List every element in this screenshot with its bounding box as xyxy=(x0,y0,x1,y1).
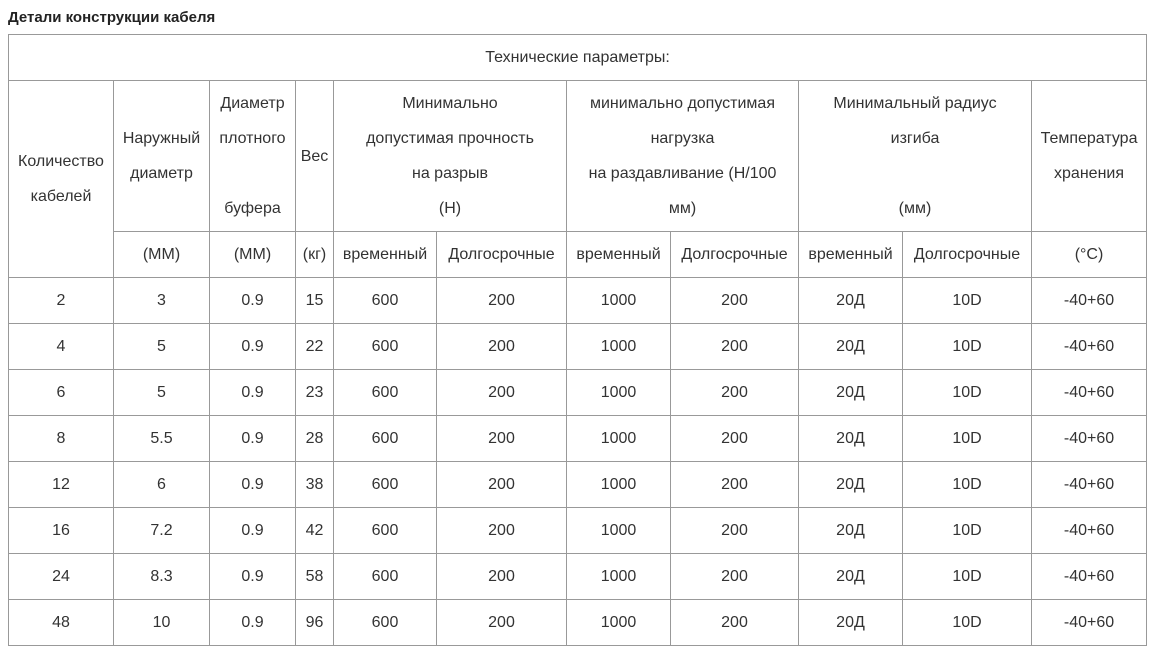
table-row xyxy=(9,462,1147,508)
cell-temperature: -40+60 xyxy=(1032,370,1147,416)
cell-count: 12 xyxy=(9,462,114,508)
cell-tensile-short: 600 xyxy=(334,600,437,646)
unit-crush-short: временный xyxy=(567,232,671,278)
cell-outer-diameter: 6 xyxy=(114,462,210,508)
cell-bend-short: 20Д xyxy=(799,416,903,462)
cell-weight: 42 xyxy=(296,508,334,554)
cell-tensile-long: 200 xyxy=(437,324,567,370)
cell-buffer-diameter: 0.9 xyxy=(210,508,296,554)
cell-outer-diameter: 5 xyxy=(114,370,210,416)
header-line: Вес xyxy=(300,147,329,165)
header-line: на разрыв xyxy=(411,165,489,182)
unit-bend-short: временный xyxy=(799,232,903,278)
cell-bend-short: 20Д xyxy=(799,278,903,324)
cell-bend-short: 20Д xyxy=(799,508,903,554)
header-line: плотного xyxy=(219,130,286,147)
header-line: Наружный xyxy=(122,130,201,147)
cell-crush-short: 1000 xyxy=(567,508,671,554)
header-bend xyxy=(799,81,1032,232)
page-title: Детали конструкции кабеля xyxy=(8,9,216,26)
cell-bend-short: 20Д xyxy=(799,370,903,416)
cell-buffer-diameter: 0.9 xyxy=(210,324,296,370)
cell-buffer-diameter: 0.9 xyxy=(210,462,296,508)
cell-bend-long: 10D xyxy=(903,278,1032,324)
cell-bend-long: 10D xyxy=(903,600,1032,646)
cell-tensile-long: 200 xyxy=(437,554,567,600)
cell-tensile-short: 600 xyxy=(334,324,437,370)
cell-count: 4 xyxy=(9,324,114,370)
cell-tensile-short: 600 xyxy=(334,278,437,324)
cell-bend-short: 20Д xyxy=(799,324,903,370)
unit-temperature: (°C) xyxy=(1032,232,1147,278)
cell-crush-short: 1000 xyxy=(567,370,671,416)
cell-temperature: -40+60 xyxy=(1032,416,1147,462)
cell-weight: 38 xyxy=(296,462,334,508)
cell-bend-short: 20Д xyxy=(799,600,903,646)
cell-outer-diameter: 3 xyxy=(114,278,210,324)
cell-weight: 15 xyxy=(296,278,334,324)
header-count xyxy=(9,81,114,278)
cell-count: 8 xyxy=(9,416,114,462)
cell-crush-long: 200 xyxy=(671,600,799,646)
cell-bend-short: 20Д xyxy=(799,462,903,508)
cell-tensile-short: 600 xyxy=(334,370,437,416)
cell-buffer-diameter: 0.9 xyxy=(210,278,296,324)
table-row xyxy=(9,554,1147,600)
table-row xyxy=(9,370,1147,416)
cell-tensile-long: 200 xyxy=(437,508,567,554)
table-row xyxy=(9,600,1147,646)
header-line: кабелей xyxy=(30,188,92,205)
cell-tensile-long: 200 xyxy=(437,370,567,416)
cell-outer-diameter: 10 xyxy=(114,600,210,646)
cell-weight: 58 xyxy=(296,554,334,600)
cell-tensile-long: 200 xyxy=(437,278,567,324)
cell-outer-diameter: 5.5 xyxy=(114,416,210,462)
cell-count: 6 xyxy=(9,370,114,416)
cell-weight: 22 xyxy=(296,324,334,370)
cell-buffer-diameter: 0.9 xyxy=(210,554,296,600)
table-row xyxy=(9,278,1147,324)
cell-buffer-diameter: 0.9 xyxy=(210,416,296,462)
cell-bend-long: 10D xyxy=(903,416,1032,462)
header-buffer-diameter xyxy=(210,81,296,232)
header-line: Минимальный радиус xyxy=(833,95,997,112)
header-line: нагрузка xyxy=(650,130,715,147)
cell-temperature: -40+60 xyxy=(1032,508,1147,554)
cell-crush-long: 200 xyxy=(671,554,799,600)
cell-count: 24 xyxy=(9,554,114,600)
cell-crush-short: 1000 xyxy=(567,600,671,646)
cell-bend-long: 10D xyxy=(903,324,1032,370)
table-row xyxy=(9,324,1147,370)
cell-outer-diameter: 7.2 xyxy=(114,508,210,554)
cell-crush-short: 1000 xyxy=(567,416,671,462)
header-temperature xyxy=(1032,81,1147,232)
header-line xyxy=(212,156,293,191)
header-line: хранения xyxy=(1054,165,1124,182)
cell-weight: 23 xyxy=(296,370,334,416)
cell-crush-long: 200 xyxy=(671,462,799,508)
unit-weight: (кг) xyxy=(296,232,334,278)
cell-bend-short: 20Д xyxy=(799,554,903,600)
cell-weight: 28 xyxy=(296,416,334,462)
header-line: минимально допустимая xyxy=(589,95,775,112)
cell-count: 16 xyxy=(9,508,114,554)
cell-temperature: -40+60 xyxy=(1032,554,1147,600)
unit-outer-diameter: (ММ) xyxy=(114,232,210,278)
header-line: Минимально xyxy=(402,95,498,112)
cell-crush-short: 1000 xyxy=(567,278,671,324)
cell-crush-long: 200 xyxy=(671,278,799,324)
cell-bend-long: 10D xyxy=(903,554,1032,600)
header-tensile xyxy=(334,81,567,232)
cell-outer-diameter: 5 xyxy=(114,324,210,370)
header-outer-diameter xyxy=(114,81,210,232)
cell-temperature: -40+60 xyxy=(1032,462,1147,508)
cell-buffer-diameter: 0.9 xyxy=(210,370,296,416)
cell-tensile-short: 600 xyxy=(334,416,437,462)
cell-bend-long: 10D xyxy=(903,508,1032,554)
header-line: буфера xyxy=(224,200,281,217)
cell-crush-short: 1000 xyxy=(567,554,671,600)
cell-count: 2 xyxy=(9,278,114,324)
table-body xyxy=(9,278,1147,646)
header-line xyxy=(801,156,1029,191)
unit-tensile-short: временный xyxy=(334,232,437,278)
cell-outer-diameter: 8.3 xyxy=(114,554,210,600)
cell-temperature: -40+60 xyxy=(1032,324,1147,370)
table-title: Технические параметры: xyxy=(9,35,1147,81)
cell-crush-long: 200 xyxy=(671,508,799,554)
header-weight xyxy=(296,81,334,232)
cell-crush-long: 200 xyxy=(671,324,799,370)
cell-buffer-diameter: 0.9 xyxy=(210,600,296,646)
cell-tensile-short: 600 xyxy=(334,462,437,508)
header-line: Количество xyxy=(18,153,104,170)
header-line: на раздавливание (Н/100 xyxy=(588,165,777,182)
cell-crush-long: 200 xyxy=(671,370,799,416)
cell-temperature: -40+60 xyxy=(1032,600,1147,646)
cell-tensile-long: 200 xyxy=(437,462,567,508)
header-line: Температура xyxy=(1040,130,1138,147)
header-line: Диаметр xyxy=(220,95,285,112)
unit-bend-long: Долгосрочные xyxy=(903,232,1032,278)
cell-crush-short: 1000 xyxy=(567,462,671,508)
cell-crush-long: 200 xyxy=(671,416,799,462)
cell-tensile-long: 200 xyxy=(437,416,567,462)
header-line: диаметр xyxy=(130,165,193,182)
unit-buffer-diameter: (ММ) xyxy=(210,232,296,278)
cell-weight: 96 xyxy=(296,600,334,646)
cell-crush-short: 1000 xyxy=(567,324,671,370)
header-line: (Н) xyxy=(438,200,462,217)
cell-bend-long: 10D xyxy=(903,462,1032,508)
header-line: мм) xyxy=(668,200,697,217)
header-line: допустимая прочность xyxy=(366,130,534,147)
cell-count: 48 xyxy=(9,600,114,646)
header-line: (мм) xyxy=(898,200,932,217)
table-row xyxy=(9,416,1147,462)
header-crush xyxy=(567,81,799,232)
cell-temperature: -40+60 xyxy=(1032,278,1147,324)
cell-tensile-long: 200 xyxy=(437,600,567,646)
table-row xyxy=(9,508,1147,554)
unit-tensile-long: Долгосрочные xyxy=(437,232,567,278)
unit-crush-long: Долгосрочные xyxy=(671,232,799,278)
cell-bend-long: 10D xyxy=(903,370,1032,416)
cell-tensile-short: 600 xyxy=(334,554,437,600)
header-line: изгиба xyxy=(890,130,940,147)
cell-tensile-short: 600 xyxy=(334,508,437,554)
cable-specs-table xyxy=(8,34,1147,646)
